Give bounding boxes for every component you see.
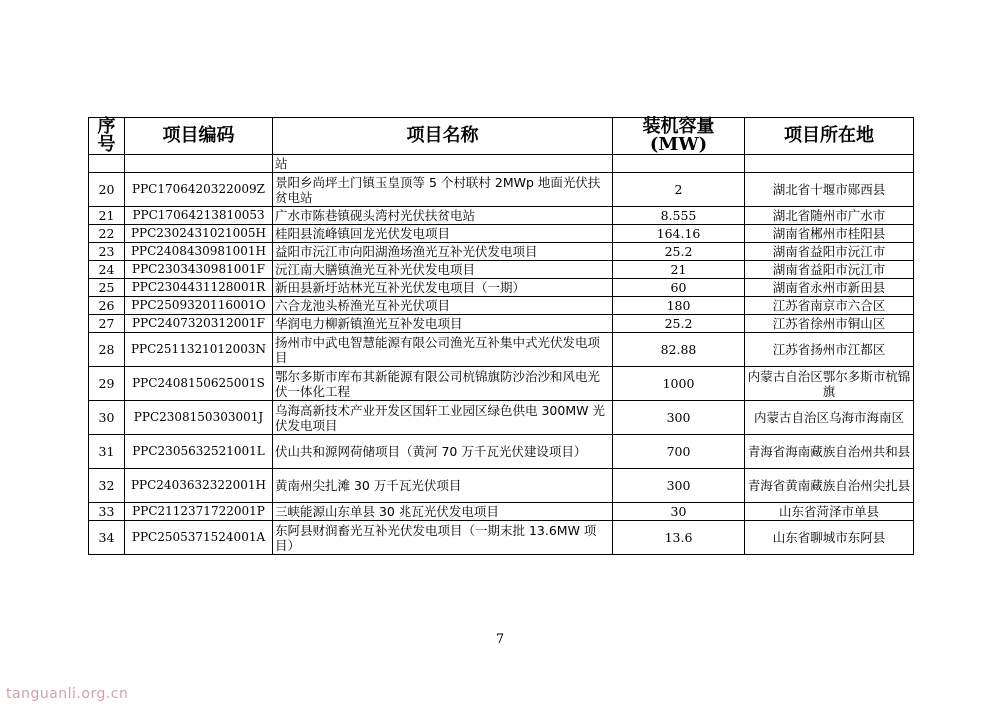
code-cell: [125, 155, 273, 173]
location-cell: 湖南省益阳市沅江市: [745, 243, 914, 261]
code-cell: PPC2302431021005H: [125, 225, 273, 243]
table-row: [89, 315, 914, 333]
location-cell: 湖南省郴州市桂阳县: [745, 225, 914, 243]
location-cell: 湖北省十堰市郧西县: [745, 173, 914, 207]
table-row: [89, 279, 914, 297]
table-row: [89, 225, 914, 243]
capacity-cell: 1000: [613, 367, 745, 401]
code-cell: PPC2505371524001A: [125, 521, 273, 555]
capacity-cell: 25.2: [613, 243, 745, 261]
name-cell: 桂阳县流峰镇回龙光伏发电项目: [273, 225, 613, 243]
no-cell: 23: [89, 243, 125, 261]
no-cell: 29: [89, 367, 125, 401]
no-cell: 33: [89, 503, 125, 521]
code-cell: PPC2509320116001O: [125, 297, 273, 315]
table-row: [89, 333, 914, 367]
code-cell: PPC2308150303001J: [125, 401, 273, 435]
location-cell: 湖南省益阳市沅江市: [745, 261, 914, 279]
table-row: [89, 297, 914, 315]
code-cell: PPC2403632322001H: [125, 469, 273, 503]
table-row: [89, 469, 914, 503]
no-cell: 20: [89, 173, 125, 207]
table-row: [89, 261, 914, 279]
name-cell: 六合龙池头桥渔光互补光伏项目: [273, 297, 613, 315]
header-cell: 项目编码: [125, 118, 273, 155]
location-cell: 江苏省南京市六合区: [745, 297, 914, 315]
header-cell: 项目所在地: [745, 118, 914, 155]
table-row: [89, 435, 914, 469]
table-row: [89, 401, 914, 435]
name-cell: 伏山共和源网荷储项目（黄河 70 万千瓦光伏建设项目）: [273, 435, 613, 469]
continuation-row: [89, 155, 914, 173]
header-row: [89, 118, 914, 155]
name-cell: 站: [273, 155, 613, 173]
code-cell: PPC1706420322009Z: [125, 173, 273, 207]
capacity-cell: [613, 155, 745, 173]
project-table: [88, 117, 914, 555]
header-cell: 装机容量(MW): [613, 118, 745, 155]
name-cell: 益阳市沅江市向阳湖渔场渔光互补光伏发电项目: [273, 243, 613, 261]
no-cell: 34: [89, 521, 125, 555]
capacity-cell: 60: [613, 279, 745, 297]
no-cell: 28: [89, 333, 125, 367]
table-row: [89, 503, 914, 521]
name-cell: 华润电力柳新镇渔光互补发电项目: [273, 315, 613, 333]
name-cell: 鄂尔多斯市库布其新能源有限公司杭锦旗防沙治沙和风电光伏一体化工程: [273, 367, 613, 401]
capacity-cell: 700: [613, 435, 745, 469]
capacity-cell: 25.2: [613, 315, 745, 333]
name-cell: 沅江南大膳镇渔光互补光伏发电项目: [273, 261, 613, 279]
code-cell: PPC2511321012003N: [125, 333, 273, 367]
location-cell: 江苏省扬州市江都区: [745, 333, 914, 367]
table-row: [89, 521, 914, 555]
location-cell: [745, 155, 914, 173]
no-cell: 32: [89, 469, 125, 503]
location-cell: 湖北省随州市广水市: [745, 207, 914, 225]
no-cell: 27: [89, 315, 125, 333]
capacity-cell: 8.555: [613, 207, 745, 225]
name-cell: 景阳乡尚坪土门镇玉皇顶等 5 个村联村 2MWp 地面光伏扶贫电站: [273, 173, 613, 207]
code-cell: PPC2407320312001F: [125, 315, 273, 333]
capacity-cell: 164.16: [613, 225, 745, 243]
header-cell: 序号: [89, 118, 125, 155]
page-number: 7: [495, 632, 505, 647]
location-cell: 江苏省徐州市铜山区: [745, 315, 914, 333]
capacity-cell: 2: [613, 173, 745, 207]
table-row: [89, 173, 914, 207]
location-cell: 青海省黄南藏族自治州尖扎县: [745, 469, 914, 503]
no-cell: 21: [89, 207, 125, 225]
no-cell: 24: [89, 261, 125, 279]
location-cell: 内蒙古自治区乌海市海南区: [745, 401, 914, 435]
name-cell: 广水市陈巷镇砚头湾村光伏扶贫电站: [273, 207, 613, 225]
name-cell: 新田县新圩站林光互补光伏发电项目（一期）: [273, 279, 613, 297]
capacity-cell: 13.6: [613, 521, 745, 555]
no-cell: 25: [89, 279, 125, 297]
location-cell: 山东省菏泽市单县: [745, 503, 914, 521]
code-cell: PPC2112371722001P: [125, 503, 273, 521]
no-cell: [89, 155, 125, 173]
table-row: [89, 207, 914, 225]
capacity-cell: 180: [613, 297, 745, 315]
header-cell: 项目名称: [273, 118, 613, 155]
code-cell: PPC2408430981001H: [125, 243, 273, 261]
name-cell: 东阿县财润畜光互补光伏发电项目（一期末批 13.6MW 项目）: [273, 521, 613, 555]
location-cell: 湖南省永州市新田县: [745, 279, 914, 297]
table-row: [89, 367, 914, 401]
no-cell: 26: [89, 297, 125, 315]
no-cell: 31: [89, 435, 125, 469]
name-cell: 三峡能源山东单县 30 兆瓦光伏发电项目: [273, 503, 613, 521]
capacity-cell: 300: [613, 401, 745, 435]
no-cell: 22: [89, 225, 125, 243]
no-cell: 30: [89, 401, 125, 435]
location-cell: 内蒙古自治区鄂尔多斯市杭锦旗: [745, 367, 914, 401]
location-cell: 青海省海南藏族自治州共和县: [745, 435, 914, 469]
location-cell: 山东省聊城市东阿县: [745, 521, 914, 555]
table-row: [89, 243, 914, 261]
code-cell: PPC2304431128001R: [125, 279, 273, 297]
name-cell: 黄南州尖扎滩 30 万千瓦光伏项目: [273, 469, 613, 503]
capacity-cell: 21: [613, 261, 745, 279]
name-cell: 扬州市中武电智慧能源有限公司渔光互补集中式光伏发电项目: [273, 333, 613, 367]
code-cell: PPC2303430981001F: [125, 261, 273, 279]
code-cell: PPC1706421381005З: [125, 207, 273, 225]
capacity-cell: 30: [613, 503, 745, 521]
code-cell: PPC2408150625001S: [125, 367, 273, 401]
name-cell: 乌海高新技术产业开发区国轩工业园区绿色供电 300MW 光伏发电项目: [273, 401, 613, 435]
watermark: tanguanli.org.cn: [6, 686, 129, 702]
capacity-cell: 300: [613, 469, 745, 503]
capacity-cell: 82.88: [613, 333, 745, 367]
code-cell: PPC2305632521001L: [125, 435, 273, 469]
